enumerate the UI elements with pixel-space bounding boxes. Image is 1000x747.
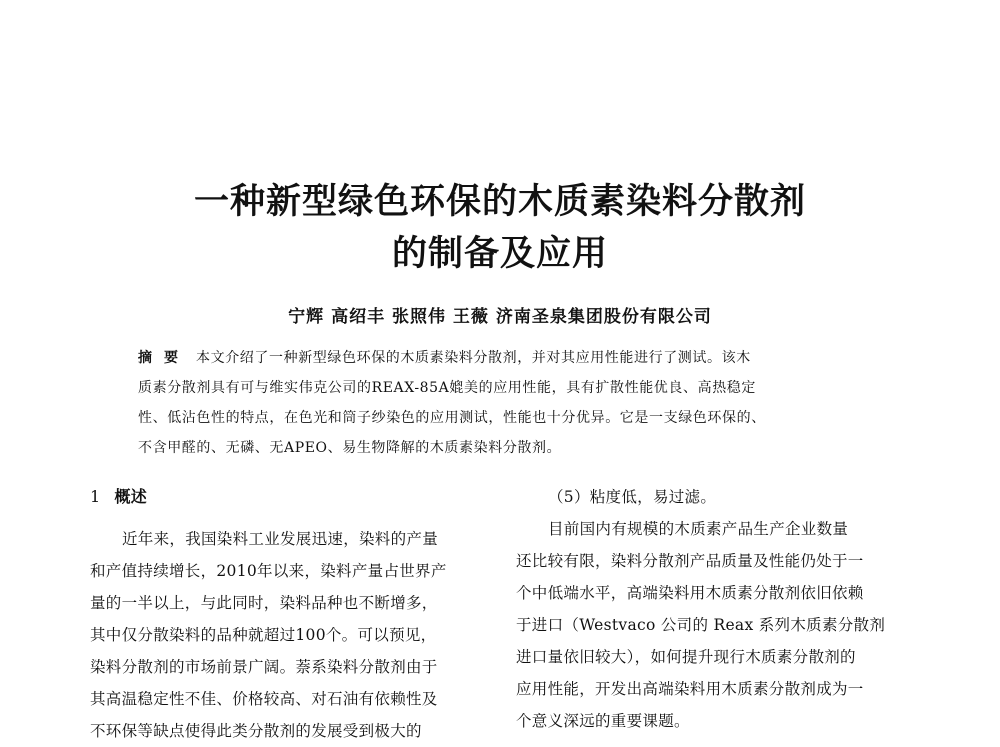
paragraph-line: 还比较有限，染料分散剂产品质量及性能仍处于一 — [516, 552, 864, 570]
left-column — [90, 481, 490, 747]
paragraph-line: 目前国内有规模的木质素产品生产企业数量 — [548, 520, 849, 538]
paragraph-line: 不环保等缺点使得此类分散剂的发展受到极大的 — [90, 722, 422, 740]
paragraph-line: 其中仅分散染料的品种就超过100个。可以预见， — [90, 626, 437, 644]
list-item-5: （5）粘度低，易过滤。 — [548, 488, 717, 506]
paragraph-line: 和产值持续增长，2010年以来，染料产量占世界产 — [90, 562, 447, 580]
paragraph-line: 进口量依旧较大），如何提升现行木质素分散剂的 — [516, 648, 856, 666]
abstract-line — [138, 343, 868, 373]
paragraph-line: 个意义深远的重要课题。 — [516, 712, 690, 730]
paragraph-line: 其高温稳定性不佳、价格较高、对石油有依赖性及 — [90, 690, 438, 708]
paragraph-line: 个中低端水平，高端染料用木质素分散剂依旧依赖 — [516, 584, 864, 602]
section-heading — [90, 481, 490, 513]
paragraph-line: 染料分散剂的市场前景广阔。萘系染料分散剂由于 — [90, 658, 438, 676]
section-number: 1 — [90, 487, 101, 506]
section-title: 概述 — [114, 487, 148, 506]
paragraph-line: 于进口（Westvaco 公司的 Reax 系列木质素分散剂 — [516, 616, 886, 634]
paragraph-line: 近年来，我国染料工业发展迅速，染料的产量 — [122, 530, 439, 548]
abstract-line: 质素分散剂具有可与维实伟克公司的REAX-85A媲美的应用性能，具有扩散性能优良、高热稳定 — [138, 380, 756, 396]
abstract — [138, 343, 868, 463]
abstract-label: 摘要 — [138, 350, 190, 366]
paragraph-line: 应用性能，开发出高端染料用木质素分散剂成为一 — [516, 680, 864, 698]
authors-affiliation: 宁辉 高绍丰 张照伟 王薇 济南圣泉集团股份有限公司 — [288, 307, 712, 327]
right-column — [516, 481, 916, 737]
abstract-text: 本文介绍了一种新型绿色环保的木质素染料分散剂，并对其应用性能进行了测试。该木 — [196, 350, 751, 366]
paragraph-line: 量的一半以上，与此同时，染料品种也不断增多， — [90, 594, 438, 612]
abstract-line: 不含甲醛的、无磷、无APEO、易生物降解的木质素染料分散剂。 — [138, 440, 562, 456]
paper-title-line-2: 的制备及应用 — [391, 234, 608, 274]
paper-title-line-1: 一种新型绿色环保的木质素染料分散剂 — [193, 182, 806, 222]
abstract-line: 性、低沾色性的特点，在色光和筒子纱染色的应用测试，性能也十分优异。它是一支绿色环保的、 — [138, 410, 766, 426]
